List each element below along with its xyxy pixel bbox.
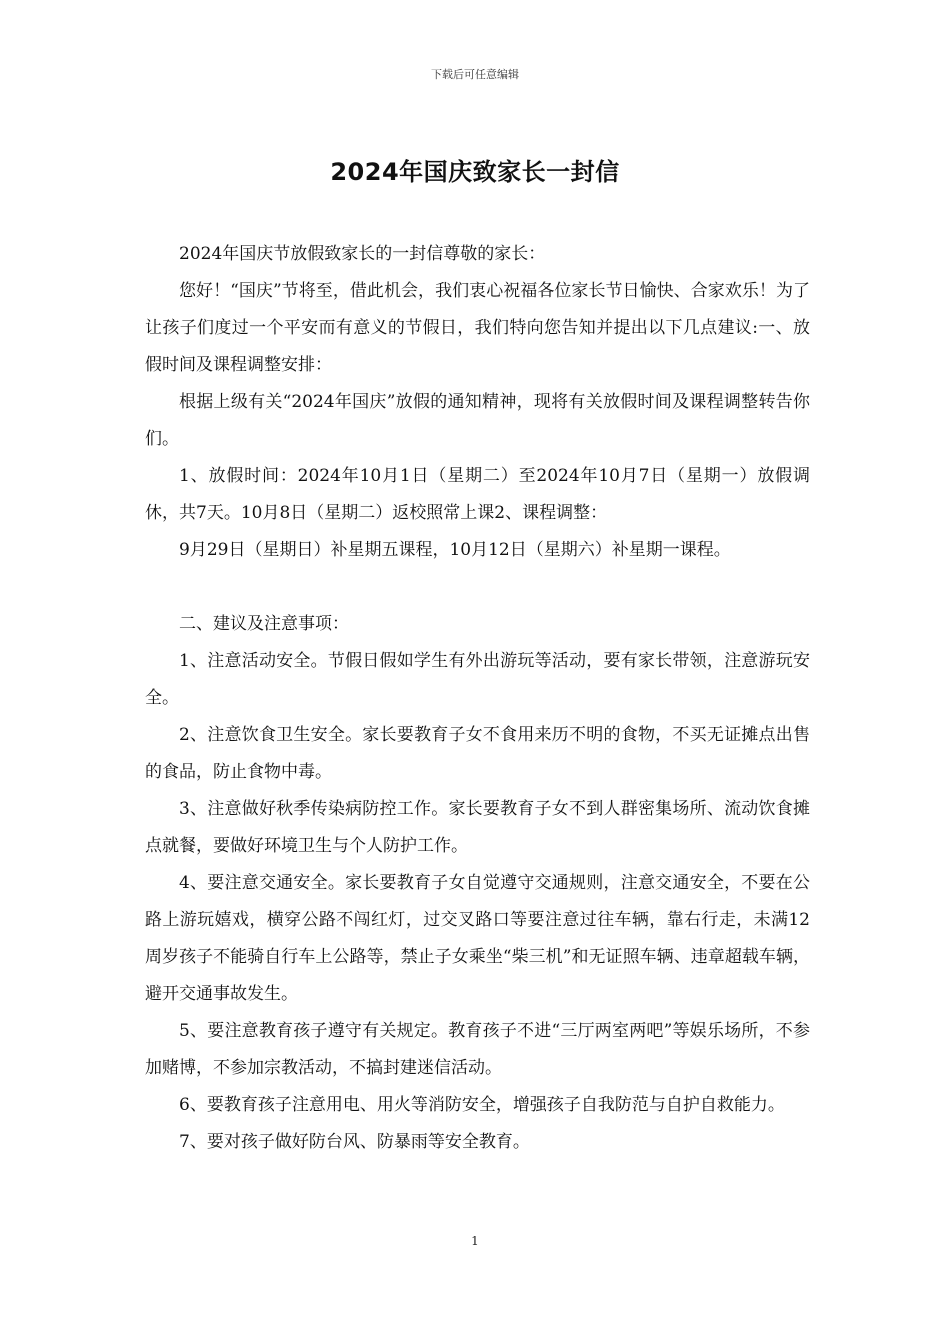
paragraph-course-adjust: 9月29日（星期日）补星期五课程，10月12日（星期六）补星期一课程。 (179, 540, 731, 560)
paragraph-item-5: 5、要注意教育孩子遵守有关规定。教育孩子不进“三厅两室两吧”等娱乐场所，不参加赌博，不参加宗教活动，不搞封建迷信活动。 (145, 1021, 810, 1078)
paragraph-holiday-time: 1、放假时间：2024年10月1日（星期二）至2024年10月7日（星期一）放假调休，共7天。10月8日（星期二）返校照常上课2、课程调整： (145, 466, 810, 523)
paragraph-item-4: 4、要注意交通安全。家长要教育子女自觉遵守交通规则，注意交通安全，不要在公路上游玩嬉戏，横穿公路不闯红灯，过交叉路口等要注意过往车辆，靠右行走，未满12周岁孩子不能骑自行车上公路等，禁止子女乘坐“柴三机”和无证照车辆、违章超载车辆，避开交通事故发生。 (145, 873, 810, 1004)
paragraph-intro: 您好！“国庆”节将至，借此机会，我们衷心祝福各位家长节日愉快、合家欢乐！为了让孩子们度过一个平安而有意义的节假日，我们特向您告知并提出以下几点建议:一、放假时间及课程调整安排： (145, 281, 810, 375)
paragraph-greeting: 2024年国庆节放假致家长的一封信尊敬的家长： (179, 244, 546, 264)
paragraph-item-7: 7、要对孩子做好防台风、防暴雨等安全教育。 (179, 1132, 530, 1152)
document-title: 2024年国庆致家长一封信 (330, 158, 620, 186)
header-note: 下载后可任意编辑 (431, 68, 519, 81)
paragraph-item-6: 6、要教育孩子注意用电、用火等消防安全，增强孩子自我防范与自护自救能力。 (179, 1095, 785, 1115)
paragraph-section-two: 二、建议及注意事项： (179, 614, 349, 634)
paragraph-gap (145, 569, 810, 606)
paragraph-item-3: 3、注意做好秋季传染病防控工作。家长要教育子女不到人群密集场所、流动饮食摊点就餐，要做好环境卫生与个人防护工作。 (145, 799, 810, 856)
paragraph-item-2: 2、注意饮食卫生安全。家长要教育子女不食用来历不明的食物，不买无证摊点出售的食品，防止食物中毒。 (145, 725, 810, 782)
page-number: 1 (471, 1234, 479, 1248)
letter-body (145, 236, 810, 1161)
paragraph-notice: 根据上级有关“2024年国庆”放假的通知精神，现将有关放假时间及课程调整转告你们。 (145, 392, 810, 449)
paragraph-item-1: 1、注意活动安全。节假日假如学生有外出游玩等活动，要有家长带领，注意游玩安全。 (145, 651, 810, 708)
